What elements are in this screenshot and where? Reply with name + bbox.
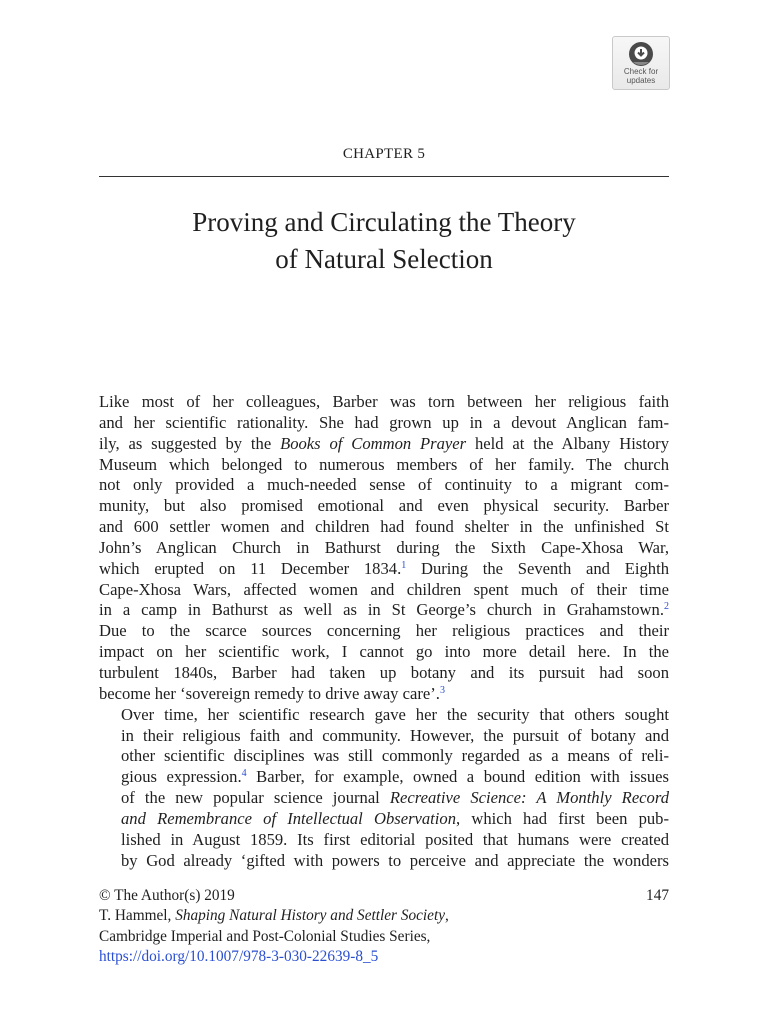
text-line: Cape-Xhosa Wars, affected women and children spent much of their time bbox=[99, 579, 669, 599]
text-line: by God already ‘gifted with powers to perceive and appreciate the wonders bbox=[121, 850, 669, 870]
text-run: held at the Albany History bbox=[466, 433, 669, 453]
text-line: in their religious faith and community. However, the pursuit of botany and bbox=[121, 725, 669, 745]
chapter-title-line2: of Natural Selection bbox=[275, 244, 493, 274]
text-line: Museum which belonged to numerous members of her family. The church bbox=[99, 454, 669, 474]
text-line: other scientific disciplines was still commonly regarded as a means of reli- bbox=[121, 746, 669, 766]
journal-title-italic: and Remembrance of Intellectual Observation bbox=[121, 808, 457, 828]
text-line: Over time, her scientific research gave her the security that others sought bbox=[121, 704, 669, 724]
chapter-label: CHAPTER 5 bbox=[342, 146, 426, 162]
text-line bbox=[99, 684, 669, 705]
series-name: Cambridge Imperial and Post-Colonial Studies Series, bbox=[99, 927, 431, 945]
text-run: gious expression. bbox=[121, 767, 242, 787]
paragraph-2 bbox=[99, 705, 669, 872]
footnote-link-4[interactable]: 4 bbox=[241, 768, 247, 780]
footnote-link-3[interactable]: 3 bbox=[439, 684, 445, 696]
page-footer bbox=[99, 886, 669, 967]
text-line bbox=[99, 809, 669, 830]
text-line: and 600 settler women and children had found shelter in the unfinished St bbox=[99, 517, 669, 537]
text-line bbox=[99, 559, 669, 580]
text-run: , which had first been pub- bbox=[456, 808, 670, 828]
text-run: become her ‘sovereign remedy to drive away care’. bbox=[99, 683, 440, 703]
text-run: T. Hammel, bbox=[99, 907, 176, 925]
check-for-updates-badge[interactable] bbox=[612, 36, 670, 90]
text-line: munity, but also promised emotional and even physical security. Barber bbox=[99, 496, 669, 516]
badge-text-line1: Check for bbox=[623, 67, 659, 76]
text-run: During the Seventh and Eighth bbox=[406, 558, 669, 578]
chapter-title bbox=[99, 204, 669, 278]
text-line: John’s Anglican Church in Bathurst during the Sixth Cape-Xhosa War, bbox=[99, 537, 669, 557]
text-line bbox=[99, 788, 669, 809]
text-line bbox=[99, 434, 669, 455]
citation-author bbox=[99, 906, 669, 926]
footnote-link-1[interactable]: 1 bbox=[401, 559, 407, 571]
text-line bbox=[99, 600, 669, 621]
chapter-rule bbox=[99, 176, 669, 177]
text-line bbox=[99, 767, 669, 788]
text-line: Like most of her colleagues, Barber was torn between her religious faith bbox=[99, 392, 669, 411]
text-line: and her scientific rationality. She had grown up in a devout Anglican fam- bbox=[99, 412, 669, 432]
text-run: Barber, for example, owned a bound edition with issues bbox=[246, 767, 669, 787]
text-run: in a camp in Bathurst as well as in St George’s church in Grahamstown. bbox=[99, 600, 664, 620]
copyright-notice: © The Author(s) 2019 bbox=[99, 887, 235, 904]
text-line: turbulent 1840s, Barber had taken up botany and its pursuit had soon bbox=[99, 662, 669, 682]
text-run: ily, as suggested by the bbox=[99, 433, 281, 453]
chapter-title-line1: Proving and Circulating the Theory bbox=[192, 207, 576, 237]
badge-text-line2: updates bbox=[626, 75, 656, 85]
text-run: which erupted on 11 December 1834. bbox=[99, 558, 402, 578]
text-run: , bbox=[444, 907, 449, 925]
body-text bbox=[99, 392, 669, 871]
footnote-link-2[interactable]: 2 bbox=[664, 601, 669, 613]
doi-link[interactable]: https://doi.org/10.1007/978-3-030-22639-8_5 bbox=[99, 947, 379, 965]
page-number: 147 bbox=[646, 887, 669, 904]
check-for-updates-icon bbox=[627, 40, 655, 68]
text-line: Due to the scarce sources concerning her religious practices and their bbox=[99, 621, 669, 641]
text-line: lished in August 1859. Its first editorial posited that humans were created bbox=[121, 829, 669, 849]
book-title-italic: Shaping Natural History and Settler Society bbox=[175, 907, 445, 925]
text-run: of the new popular science journal bbox=[121, 788, 390, 808]
book-title-italic: Books of Common Prayer bbox=[280, 433, 467, 453]
journal-title-italic: Recreative Science: A Monthly Record bbox=[389, 788, 669, 808]
text-line: impact on her scientific work, I cannot go into more detail here. In the bbox=[99, 642, 669, 662]
paragraph-1 bbox=[99, 392, 669, 705]
text-line: not only provided a much-needed sense of continuity to a migrant com- bbox=[99, 475, 669, 495]
footer-row bbox=[99, 886, 669, 906]
